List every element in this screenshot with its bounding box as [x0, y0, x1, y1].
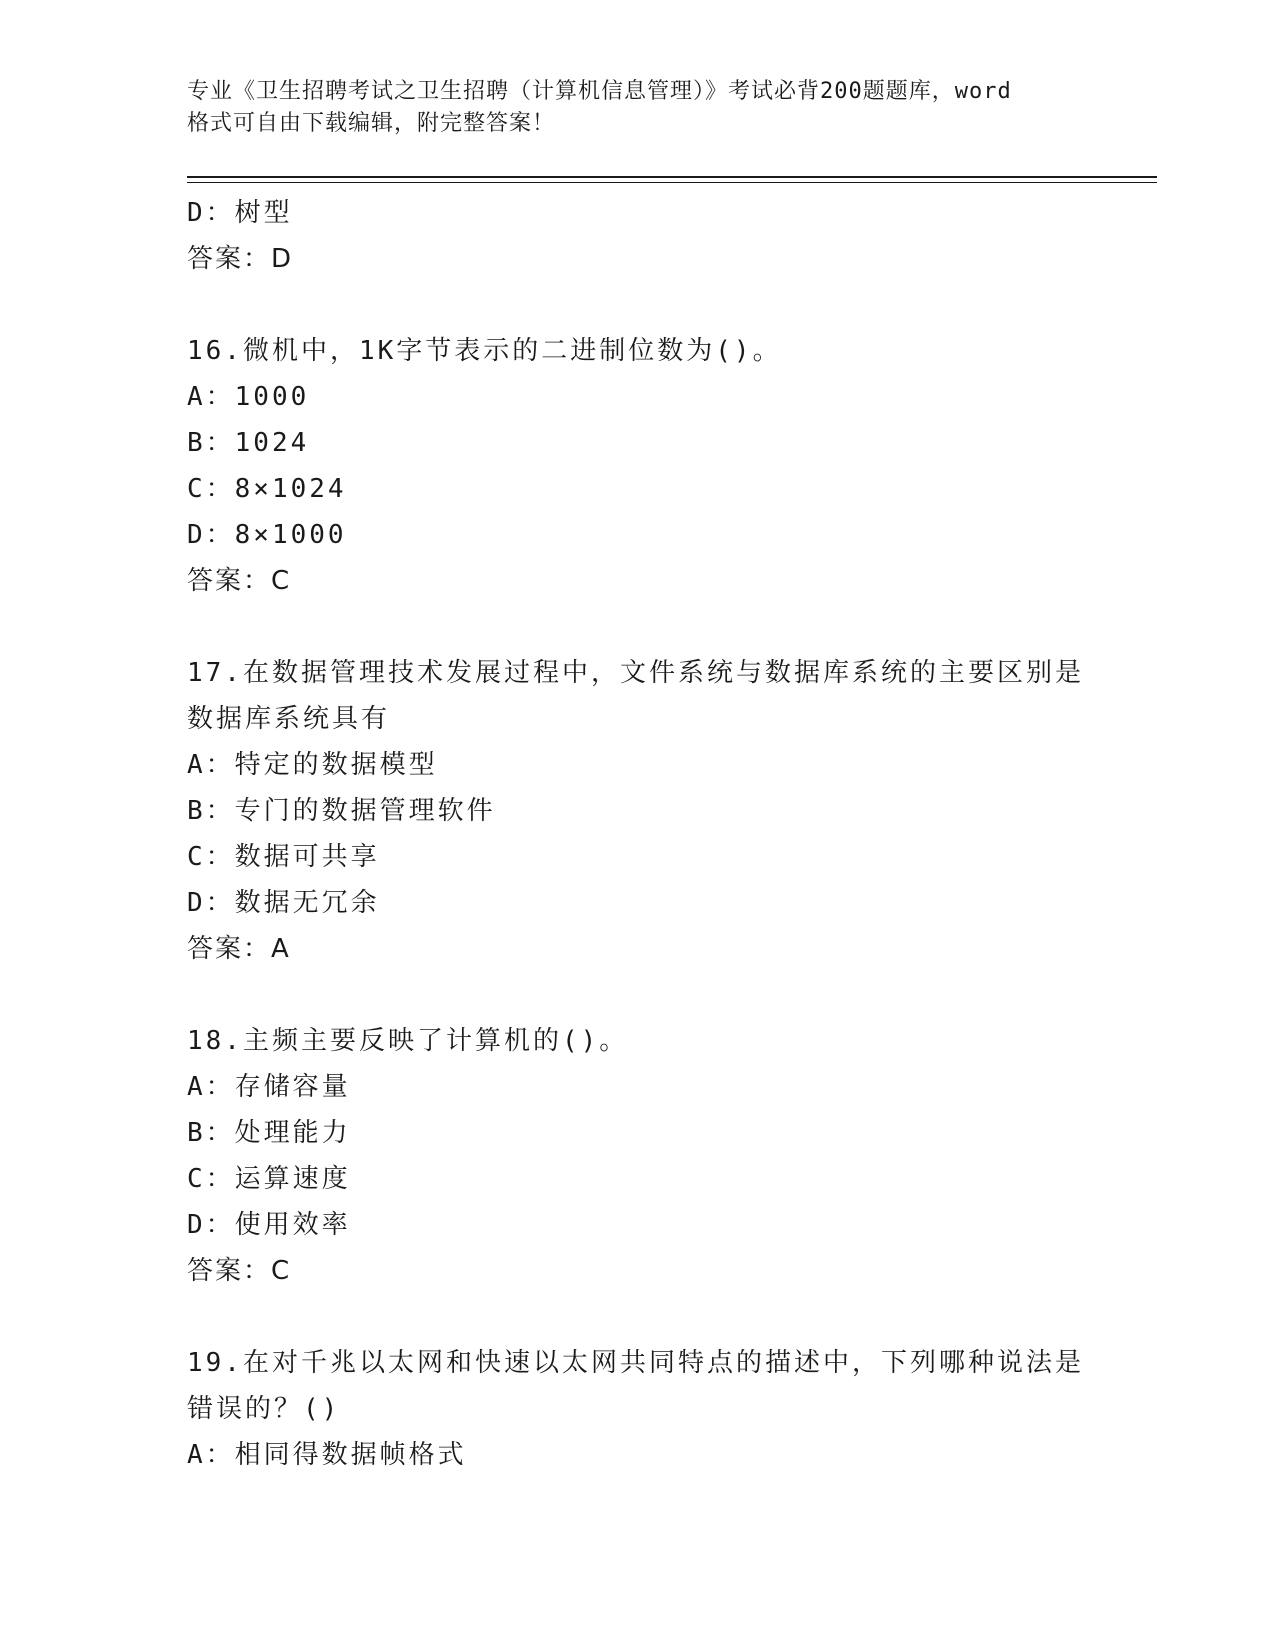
answer: 答案：D [187, 244, 294, 274]
spacer [187, 282, 1087, 328]
question-text: 16.微机中，1K字节表示的二进制位数为()。 [187, 336, 782, 366]
header-line-1: 专业《卫生招聘考试之卫生招聘（计算机信息管理）》考试必背200题题库，word [187, 79, 1012, 104]
option-b: B：处理能力 [187, 1118, 351, 1148]
header-divider-thin [187, 182, 1157, 183]
question-list [187, 190, 1087, 1478]
header-divider-thick [187, 176, 1157, 178]
question-17 [187, 650, 1087, 972]
question-text-line-1: 17.在数据管理技术发展过程中，文件系统与数据库系统的主要区别是 [187, 658, 1084, 688]
option-d: D：8×1000 [187, 520, 347, 550]
header-line-2: 格式可自由下载编辑，附完整答案！ [187, 111, 556, 136]
option-d: D：数据无冗余 [187, 888, 380, 918]
spacer [187, 604, 1087, 650]
option-c: C：运算速度 [187, 1164, 351, 1194]
question-text-line-2: 错误的？() [187, 1394, 341, 1424]
answer: 答案：C [187, 1256, 292, 1286]
question-15-tail [187, 190, 1087, 282]
option-c: C：数据可共享 [187, 842, 380, 872]
option-a: A：特定的数据模型 [187, 750, 438, 780]
question-16 [187, 328, 1087, 604]
option-b: B：专门的数据管理软件 [187, 796, 496, 826]
document-header [187, 76, 1087, 140]
option-d: D：树型 [187, 198, 293, 228]
question-text-line-1: 19.在对千兆以太网和快速以太网共同特点的描述中，下列哪种说法是 [187, 1348, 1084, 1378]
question-text-line-2: 数据库系统具有 [187, 704, 391, 734]
question-19 [187, 1340, 1087, 1478]
spacer [187, 1294, 1087, 1340]
spacer [187, 972, 1087, 1018]
question-18 [187, 1018, 1087, 1294]
option-b: B：1024 [187, 428, 310, 458]
option-c: C：8×1024 [187, 474, 347, 504]
option-a: A：1000 [187, 382, 310, 412]
option-d: D：使用效率 [187, 1210, 351, 1240]
option-a: A：存储容量 [187, 1072, 351, 1102]
option-a: A：相同得数据帧格式 [187, 1440, 467, 1470]
answer: 答案：A [187, 934, 291, 964]
question-text: 18.主频主要反映了计算机的()。 [187, 1026, 629, 1056]
answer: 答案：C [187, 566, 292, 596]
